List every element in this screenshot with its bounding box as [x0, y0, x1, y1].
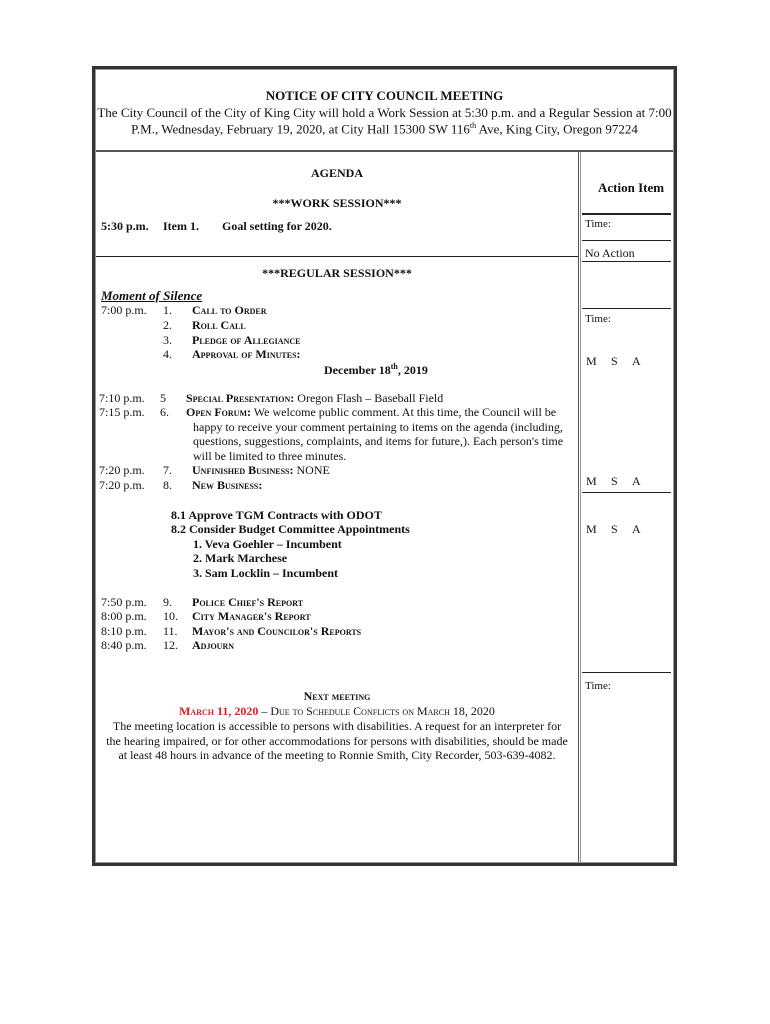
item-7-text	[192, 463, 330, 478]
item-6-line-3: questions, suggestions, complaints, and items for future,). Each person's time	[193, 434, 564, 448]
item-num: 4.	[163, 347, 172, 361]
item-label: Unfinished Business:	[192, 463, 294, 477]
item-time: 7:15 p.m.	[99, 405, 145, 419]
item-6-text-1: We welcome public comment. At this time, the Council will be	[253, 405, 557, 419]
item-5-desc: Oregon Flash – Baseball Field	[297, 391, 444, 405]
work-session-heading: ***WORK SESSION***	[272, 196, 402, 210]
action-divider	[582, 308, 671, 309]
regular-session-heading: ***REGULAR SESSION***	[262, 266, 412, 280]
header-divider	[96, 150, 673, 152]
no-action-label: No Action	[585, 246, 635, 260]
item-num: 10.	[163, 609, 178, 623]
msa-s: S	[611, 474, 618, 488]
item-num: 8.	[163, 478, 172, 492]
work-time: 5:30 p.m.	[101, 219, 149, 233]
item-num: 2.	[163, 318, 172, 332]
work-item: Item 1.	[163, 219, 199, 233]
next-meeting-date: March 11, 2020	[179, 704, 259, 718]
accessibility-line-2: the hearing impaired, or for other accommodations for persons with disabilities, should be made	[106, 734, 568, 748]
item-label: Special Presentation:	[186, 391, 295, 405]
item-label: Roll Call	[192, 318, 246, 332]
item-num: 3.	[163, 333, 172, 347]
next-meeting-heading: Next meeting	[303, 689, 371, 703]
item-num: 9.	[163, 595, 172, 609]
sub-item: 3. Sam Locklin – Incumbent	[193, 566, 339, 580]
time-label: Time:	[585, 218, 611, 230]
item-label: Police Chief's Report	[192, 595, 304, 609]
item-6-line-2: happy to receive your comment pertaining to items on the agenda (including,	[193, 420, 563, 434]
accessibility-line-1: The meeting location is accessible to persons with disabilities. A request for an interpreter for	[112, 719, 562, 733]
item-label: Pledge of Allegiance	[192, 333, 301, 347]
msa-a: A	[632, 474, 641, 488]
action-divider	[582, 492, 671, 493]
msa-m: M	[586, 522, 597, 536]
minutes-date-b: , 2019	[397, 363, 428, 377]
item-label: Call to Order	[192, 303, 267, 317]
moment-of-silence: Moment of Silence	[101, 288, 203, 303]
minutes-date-sup: th	[390, 362, 398, 371]
next-meeting-reason: – Due to Schedule Conflicts on March 18, 2020	[258, 704, 495, 718]
sub-item: 8.1 Approve TGM Contracts with ODOT	[171, 508, 382, 522]
msa-s: S	[611, 354, 618, 368]
item-label: Adjourn	[192, 638, 234, 652]
action-column-divider	[578, 152, 579, 862]
action-divider	[582, 213, 671, 215]
agenda-heading: AGENDA	[310, 166, 363, 180]
item-time: 7:20 p.m.	[99, 463, 145, 477]
msa-a: A	[632, 354, 641, 368]
item-label: City Manager's Report	[192, 609, 311, 623]
item-6-line-4: will be limited to three minutes.	[193, 449, 347, 463]
intro-line-2	[96, 121, 673, 137]
intro-line-1: The City Council of the City of King City will hold a Work Session at 5:30 p.m. and a Regular Session at 7:00	[97, 105, 672, 120]
item-time: 7:10 p.m.	[99, 391, 145, 405]
item-time: 7:00 p.m.	[101, 303, 147, 317]
item-5-text	[186, 391, 443, 406]
work-session-divider	[96, 256, 578, 257]
item-label: Open Forum:	[186, 405, 251, 419]
page-title: NOTICE OF CITY COUNCIL MEETING	[265, 88, 504, 103]
item-time: 7:20 p.m.	[99, 478, 145, 492]
work-desc: Goal setting for 2020.	[222, 219, 332, 233]
item-num: 5	[160, 391, 166, 405]
msa-m: M	[586, 474, 597, 488]
item-label: New Business:	[192, 478, 263, 492]
item-7-desc: NONE	[296, 463, 330, 477]
msa-s: S	[611, 522, 618, 536]
action-column-divider-inner	[580, 152, 581, 862]
item-time: 8:40 p.m.	[101, 638, 147, 652]
item-label: Mayor's and Councilor's Reports	[192, 624, 362, 638]
item-num: 1.	[163, 303, 172, 317]
sub-item: 1. Veva Goehler – Incumbent	[193, 537, 342, 551]
minutes-date	[324, 362, 428, 378]
item-time: 8:00 p.m.	[101, 609, 147, 623]
item-6-line-1	[186, 405, 556, 420]
time-label: Time:	[585, 313, 611, 325]
msa-m: M	[586, 354, 597, 368]
action-divider	[582, 672, 671, 673]
next-meeting-date-line	[96, 704, 578, 719]
sub-item: 2. Mark Marchese	[193, 551, 288, 565]
item-time: 8:10 p.m.	[101, 624, 147, 638]
intro-line-2-b: Ave, King City, Oregon 97224	[476, 121, 638, 137]
intro-sup: th	[469, 121, 477, 130]
accessibility-line-3: at least 48 hours in advance of the meeting to Ronnie Smith, City Recorder, 503-639-4082.	[118, 748, 556, 762]
time-label: Time:	[585, 680, 611, 692]
item-label: Approval of Minutes:	[192, 347, 301, 361]
action-divider	[582, 240, 671, 241]
msa-a: A	[632, 522, 641, 536]
item-num: 12.	[163, 638, 178, 652]
action-divider	[582, 261, 671, 262]
item-num: 11.	[163, 624, 178, 638]
minutes-date-a: December 18	[324, 363, 391, 377]
action-item-heading: Action Item	[598, 180, 665, 195]
item-num: 7.	[163, 463, 172, 477]
item-num: 6.	[160, 405, 169, 419]
item-time: 7:50 p.m.	[101, 595, 147, 609]
sub-item: 8.2 Consider Budget Committee Appointments	[171, 522, 410, 536]
intro-line-2-a: P.M., Wednesday, February 19, 2020, at City Hall 15300 SW 116	[131, 121, 470, 137]
